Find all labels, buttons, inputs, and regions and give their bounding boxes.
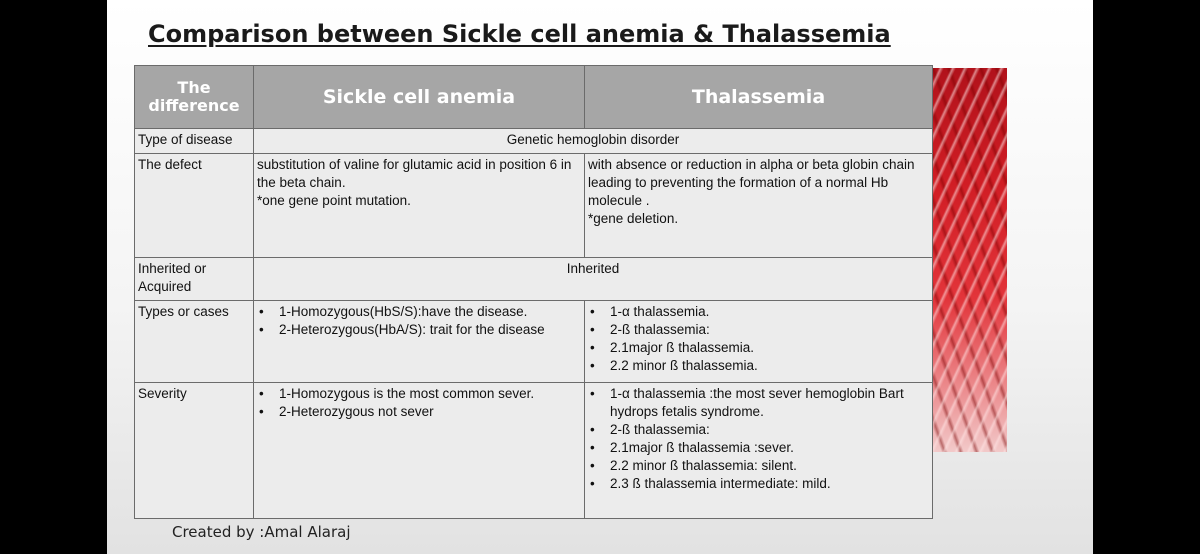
table-row: [135, 129, 933, 154]
thal-cell: [585, 154, 933, 258]
list-item: • 2.3 ß thalassemia intermediate: mild.: [588, 475, 929, 493]
shared-cell: Inherited: [254, 258, 933, 301]
list-item: • 2.2 minor ß thalassemia: silent.: [588, 457, 929, 475]
table-row: [135, 383, 933, 519]
table-row: [135, 258, 933, 301]
list-item: • 2-Heterozygous(HbA/S): trait for the disease: [257, 321, 581, 339]
row-label: Type of disease: [135, 129, 254, 154]
list-item: • 2-Heterozygous not sever: [257, 403, 581, 421]
header-row: [135, 66, 933, 129]
thal-cell: [585, 301, 933, 383]
shared-cell: Genetic hemoglobin disorder: [254, 129, 933, 154]
cell-text: substitution of valine for glutamic acid in position 6 in the beta chain.: [257, 157, 572, 190]
sickle-cell: [254, 383, 585, 519]
list-item: • 2.1major ß thalassemia :sever.: [588, 439, 929, 457]
table-row: [135, 301, 933, 383]
table-row: [135, 154, 933, 258]
header-difference: The difference: [135, 66, 254, 129]
list-item: • 2.2 minor ß thalassemia.: [588, 357, 929, 375]
list-item: • 2-ß thalassemia:: [588, 321, 929, 339]
cell-text: with absence or reduction in alpha or beta globin chain leading to preventing the formation of a normal Hb molecule .: [588, 157, 915, 208]
sickle-cell: [254, 301, 585, 383]
sickle-cell: [254, 154, 585, 258]
row-label: The defect: [135, 154, 254, 258]
list-item: • 2.1major ß thalassemia.: [588, 339, 929, 357]
list-item: • 1-Homozygous(HbS/S):have the disease.: [257, 303, 581, 321]
thal-cell: [585, 383, 933, 519]
header-thalassemia: Thalassemia: [585, 66, 933, 129]
row-label: Types or cases: [135, 301, 254, 383]
cell-text: *one gene point mutation.: [257, 193, 411, 208]
row-label: Inherited or Acquired: [135, 258, 254, 301]
list-item: • 2-ß thalassemia:: [588, 421, 929, 439]
list-item: • 1-Homozygous is the most common sever.: [257, 385, 581, 403]
slide-title: Comparison between Sickle cell anemia & Thalassemia: [148, 20, 891, 48]
row-label: Severity: [135, 383, 254, 519]
slide: [107, 0, 1093, 554]
author-credit: Created by :Amal Alaraj: [172, 523, 351, 541]
list-item: • 1-α thalassemia :the most sever hemoglobin Bart hydrops fetalis syndrome.: [588, 385, 929, 421]
list-item: • 1-α thalassemia.: [588, 303, 929, 321]
comparison-table: [134, 65, 933, 519]
header-sickle-cell: Sickle cell anemia: [254, 66, 585, 129]
cell-text: *gene deletion.: [588, 211, 679, 226]
red-blood-texture-image: [932, 68, 1007, 452]
